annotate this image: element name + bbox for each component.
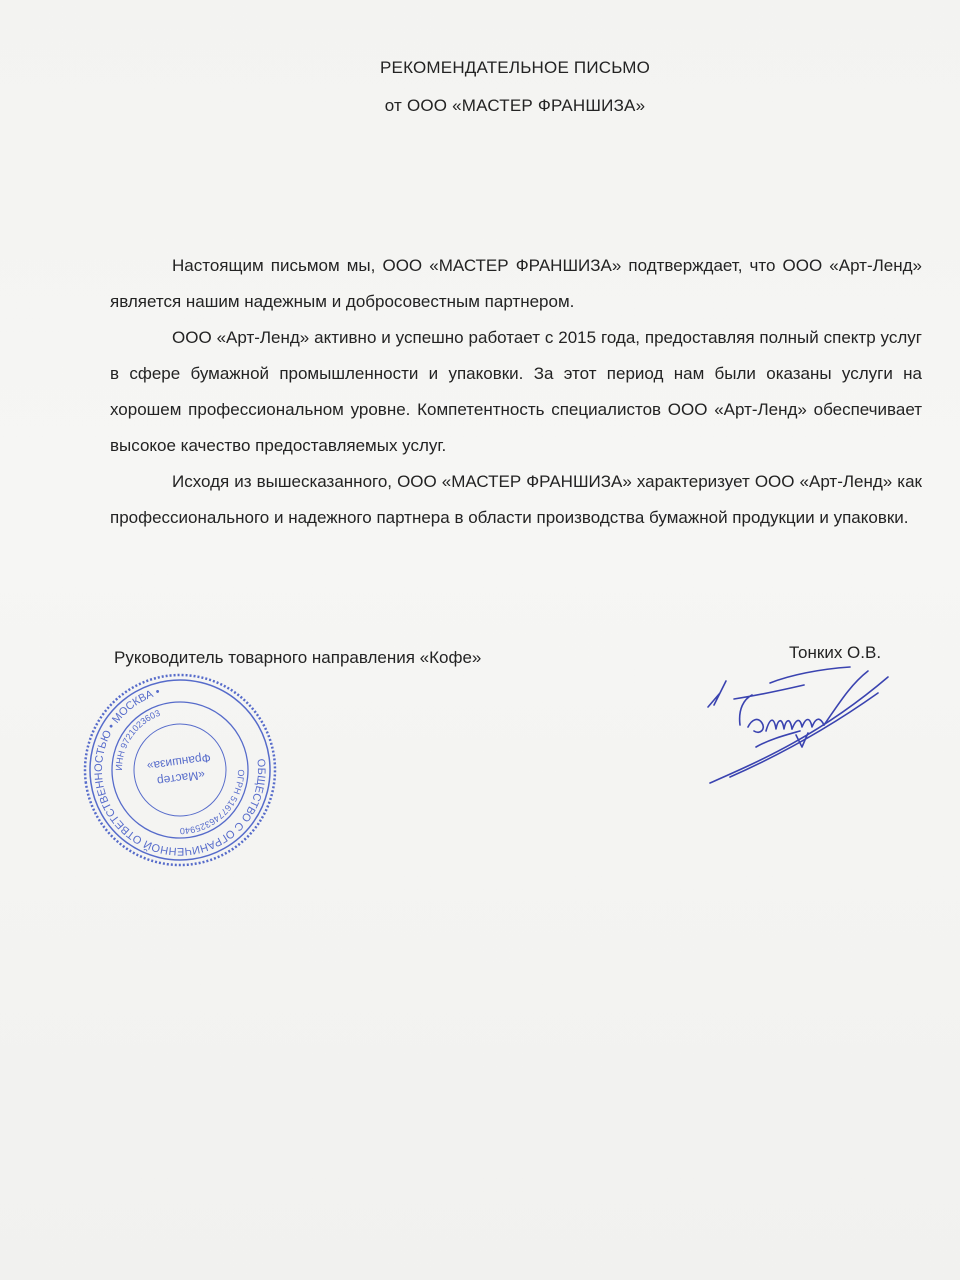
signer-role: Руководитель товарного направления «Кофе» bbox=[114, 648, 482, 667]
paragraph-1: Настоящим письмом мы, ООО «МАСТЕР ФРАНШИЗА» подтверждает, что ООО «Арт-Ленд» является нашим надежным и добросовестным партнером. bbox=[110, 256, 922, 311]
paragraph-2: ООО «Арт-Ленд» активно и успешно работает с 2015 года, предоставляя полный спектр услуг в сфере бумажной промышленности и упаковки. За этот период нам были оказаны услуги на хорошем профессиональном уровне. Компетентность специалистов ООО «Арт-Ленд» обеспечивает высокое качество предоставляемых услуг. bbox=[110, 328, 922, 455]
letter-subtitle: от ООО «МАСТЕР ФРАНШИЗА» bbox=[384, 96, 646, 115]
seal-center-line1: «Мастер bbox=[156, 767, 206, 789]
seal-center-line2: Франшиза» bbox=[146, 750, 212, 774]
signer-name: Тонких О.В. bbox=[789, 643, 882, 662]
letter-title: РЕКОМЕНДАТЕЛЬНОЕ ПИСЬМО bbox=[380, 58, 650, 77]
seal-ring-text: ОБЩЕСТВО С ОГРАНИЧЕННОЙ ОТВЕТСТВЕННОСТЬЮ • МОСКВА • bbox=[92, 685, 268, 858]
company-seal bbox=[80, 670, 280, 870]
seal-inn: ИНН 9721023603 bbox=[113, 707, 162, 771]
handwritten-signature bbox=[700, 665, 890, 785]
seal-ogrn: ОГРН 5167746325940 bbox=[179, 769, 247, 837]
paragraph-3: Исходя из вышесказанного, ООО «МАСТЕР ФРАНШИЗА» характеризует ООО «Арт-Ленд» как профессионального и надежного партнера в области производства бумажной продукции и упаковки. bbox=[110, 472, 922, 527]
letter-body bbox=[110, 248, 922, 536]
